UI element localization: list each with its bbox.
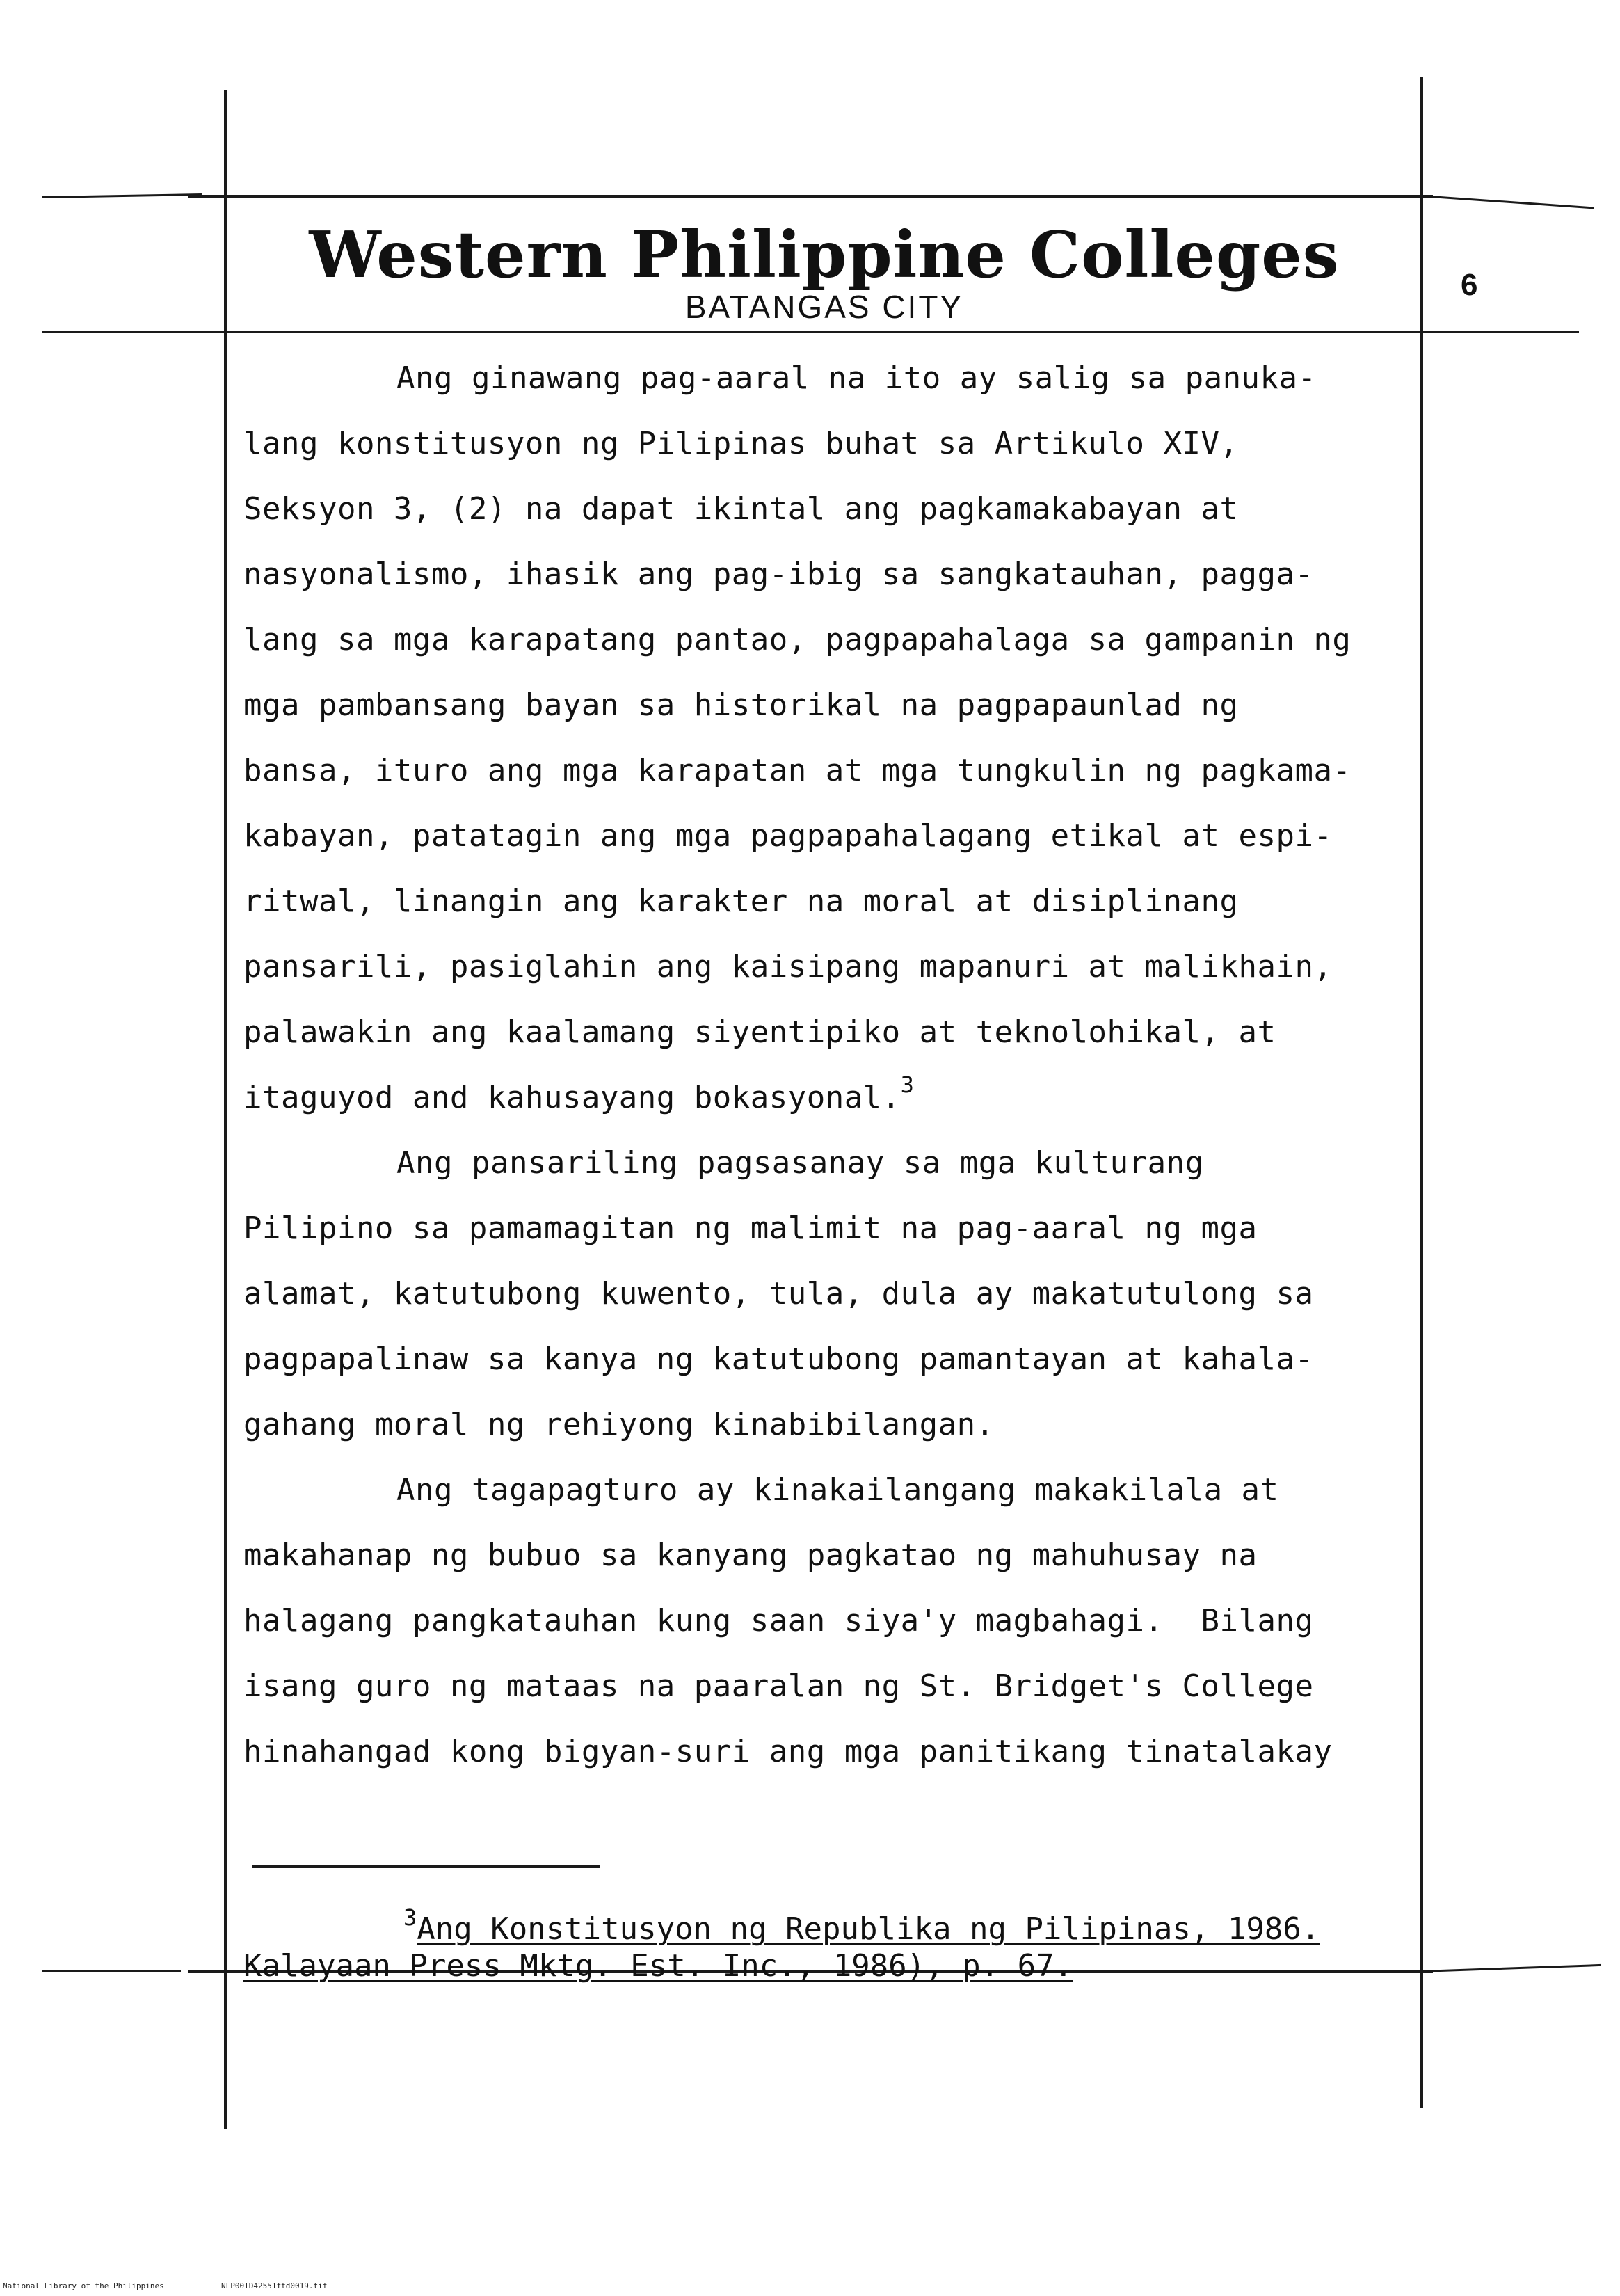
body-line: Ang tagapagturo ay kinakailangang makakilala at: [396, 1472, 1279, 1508]
college-city: BATANGAS CITY: [684, 289, 964, 325]
body-line: Seksyon 3, (2) na dapat ikintal ang pagkamakabayan at: [243, 491, 1239, 527]
body-line: pansarili, pasiglahin ang kaisipang mapanuri at malikhain,: [243, 949, 1333, 984]
body-line-with-footnote: [243, 1071, 915, 1115]
footnote-line-1: [403, 1906, 1320, 1945]
body-line-text: itaguyod and kahusayang bokasyonal.: [243, 1080, 901, 1115]
body-line: isang guro ng mataas na paaralan ng St. Bridget's College: [243, 1668, 1314, 1704]
page-number: 6: [1461, 268, 1478, 302]
body-line: pagpapalinaw sa kanya ng katutubong pamantayan at kahala-: [243, 1341, 1314, 1377]
body-line: ritwal, linangin ang karakter na moral at disiplinang: [243, 884, 1239, 919]
body-line: bansa, ituro ang mga karapatan at mga tungkulin ng pagkama-: [243, 753, 1352, 788]
footer-rule-right: [1420, 1964, 1601, 1972]
body-line: alamat, katutubong kuwento, tula, dula ay makatutulong sa: [243, 1276, 1314, 1312]
header-bottom-rule-right: [1426, 331, 1579, 333]
footnote-reference: 3: [900, 1071, 915, 1098]
footnote-number: 3: [403, 1904, 417, 1931]
footnote-separator: [252, 1865, 600, 1868]
body-line: lang sa mga karapatang pantao, pagpapahalaga sa gampanin ng: [243, 622, 1352, 657]
body-line: Ang ginawang pag-aaral na ito ay salig sa panuka-: [396, 360, 1317, 396]
body-line: gahang moral ng rehiyong kinabibilangan.: [243, 1407, 995, 1442]
body-line: palawakin ang kaalamang siyentipiko at teknolohikal, at: [243, 1014, 1276, 1050]
body-line: hinahangad kong bigyan-suri ang mga panitikang tinatalakay: [243, 1734, 1333, 1769]
footnote-line-2: Kalayaan Press Mktg. Est. Inc., 1986), p. 67.: [243, 1948, 1073, 1984]
body-line: lang konstitusyon ng Pilipinas buhat sa Artikulo XIV,: [243, 426, 1239, 461]
library-imprint: National Library of the Philippines: [3, 2281, 164, 2290]
header-top-rule-left: [42, 193, 202, 198]
footnote-citation-title: Ang Konstitusyon ng Republika ng Pilipinas, 1986.: [417, 1911, 1320, 1947]
body-line: Pilipino sa pamamagitan ng malimit na pag-aaral ng mga: [243, 1211, 1258, 1246]
body-line: halagang pangkatauhan kung saan siya'y magbahagi. Bilang: [243, 1603, 1314, 1639]
header-bottom-rule: [42, 331, 1426, 333]
body-line: makahanap ng bubuo sa kanyang pagkatao ng mahuhusay na: [243, 1538, 1258, 1573]
footer-rule-left: [42, 1970, 181, 1972]
body-line: kabayan, patatagin ang mga pagpapahalagang etikal at espi-: [243, 818, 1333, 854]
body-line: Ang pansariling pagsasanay sa mga kulturang: [396, 1145, 1204, 1181]
right-margin-rule: [1420, 77, 1423, 2108]
body-line: nasyonalismo, ihasik ang pag-ibig sa sangkatauhan, pagga-: [243, 557, 1314, 592]
college-name: Western Philippine Colleges: [309, 217, 1340, 292]
body-line: mga pambansang bayan sa historikal na pagpapaunlad ng: [243, 687, 1239, 723]
header-top-rule: [188, 195, 1433, 198]
file-imprint: NLP00TD42551ftd0019.tif: [221, 2281, 328, 2290]
left-margin-rule: [224, 90, 227, 2129]
header-top-rule-right: [1420, 195, 1594, 209]
